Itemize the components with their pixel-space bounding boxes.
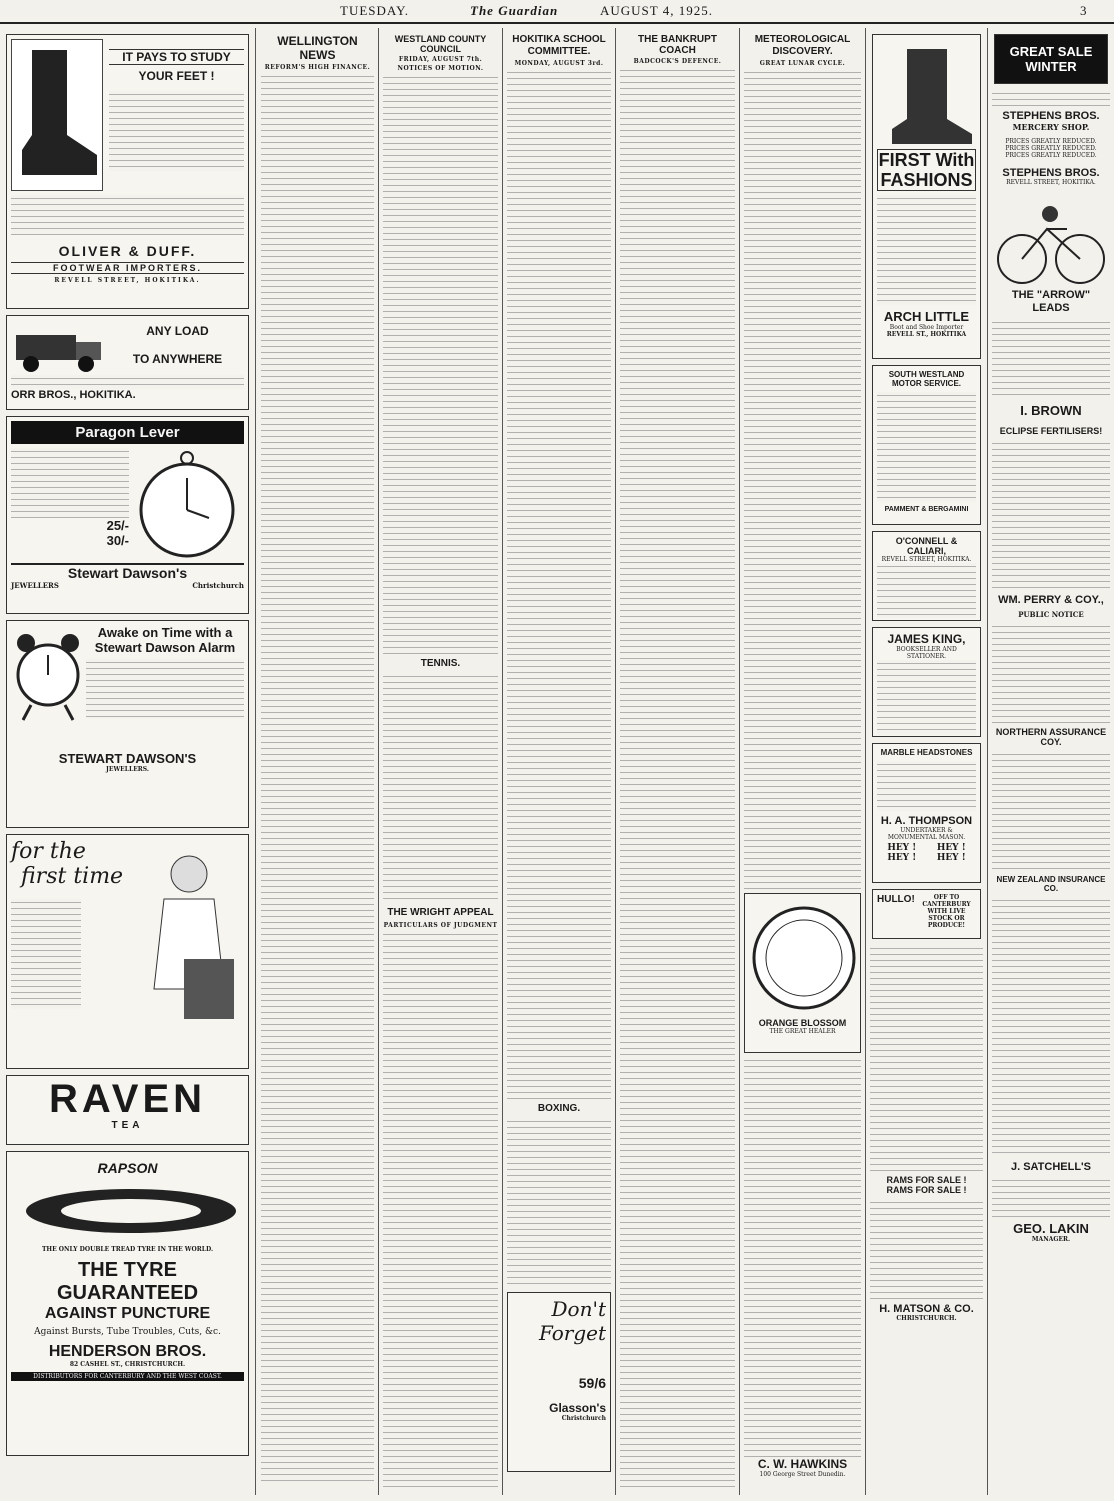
masthead-title: The Guardian	[470, 3, 559, 18]
ads-column-right-outer	[988, 28, 1114, 1495]
article-subheading: REFORM'S HIGH FINANCE.	[264, 64, 371, 71]
article-heading: WESTLAND COUNTY COUNCIL	[394, 34, 487, 54]
hey-text: HEY !	[936, 853, 966, 863]
matson-firm: H. MATSON & CO.	[879, 1303, 974, 1315]
motor-title: SOUTH WESTLAND MOTOR SERVICE.	[888, 370, 965, 388]
firm-trade: FOOTWEAR IMPORTERS.	[11, 262, 244, 274]
blossom-medallion-icon	[749, 898, 856, 1018]
tyre-line2: GUARANTEED	[56, 1282, 199, 1304]
raven-sub: TEA	[111, 1120, 144, 1131]
rams-title: RAMS FOR SALE !	[886, 1185, 967, 1195]
mercery-title: MERCERY SHOP.	[1012, 122, 1090, 132]
henderson-firm: HENDERSON BROS.	[48, 1343, 207, 1360]
satchell-firm: J. SATCHELL'S	[1010, 1161, 1092, 1173]
appeal-subheading: PARTICULARS OF JUDGMENT	[383, 922, 498, 929]
brown-firm: I. BROWN	[1020, 403, 1082, 418]
rapson-brand: RAPSON	[97, 1160, 158, 1176]
thompson-firm: H. A. THOMPSON	[880, 815, 973, 827]
ad-arch-little	[872, 34, 981, 359]
prices-text: PRICES GREATLY REDUCED.	[1005, 152, 1097, 159]
load-title1: ANY LOAD	[146, 324, 209, 338]
raven-title1: for the	[11, 839, 86, 864]
sale-title: GREAT SALE WINTER	[1009, 44, 1093, 74]
ads-column-left	[0, 28, 256, 1495]
forget-text: Forget	[538, 1321, 606, 1345]
firm-address: REVELL STREET, HOKITIKA.	[54, 277, 201, 284]
article-heading: WELLINGTON NEWS	[277, 34, 358, 62]
canterbury-text: OFF TO CANTERBURY WITH LIVE STOCK OR PRODUCE!	[922, 894, 971, 929]
price-25: 25/-	[106, 518, 129, 533]
stephens-title-2: STEPHENS BROS.	[1002, 167, 1100, 179]
tyre-line4: Against Bursts, Tube Troubles, Cuts, &c.	[34, 1327, 221, 1337]
ad-oconnell-caliari	[872, 531, 981, 621]
appeal-heading: THE WRIGHT APPEAL	[387, 907, 494, 918]
truck-illustration-icon	[11, 320, 111, 375]
raven-brand: RAVEN	[48, 1077, 207, 1121]
ad-title-line2: YOUR FEET !	[138, 69, 215, 83]
ad-orange-blossom	[744, 893, 861, 1053]
tyre-line3: AGAINST PUNCTURE	[44, 1305, 211, 1322]
article-meteorological	[740, 28, 866, 1495]
price-30: 30/-	[106, 533, 129, 548]
arrow-title: THE "ARROW" LEADS	[1011, 289, 1091, 314]
lakin-firm: GEO. LAKIN	[1013, 1221, 1089, 1236]
hey-text: HEY !	[936, 843, 966, 853]
motor-firm: PAMMENT & BERGAMINI	[884, 506, 969, 513]
ocon-address: REVELL STREET, HOKITIKA.	[881, 556, 972, 563]
stephens-address: REVELL STREET, HOKITIKA.	[1006, 179, 1096, 186]
article-hokitika-school	[503, 28, 616, 1495]
ad-marble-headstones	[872, 743, 981, 883]
tennis-heading: TENNIS.	[420, 658, 461, 669]
fashions-title: FIRST With FASHIONS	[878, 150, 975, 190]
ad-motor-service	[872, 365, 981, 525]
article-westland-county-council	[379, 28, 503, 1495]
masthead-day: TUESDAY.	[340, 3, 410, 18]
matson-city: CHRISTCHURCH.	[896, 1315, 957, 1322]
ads-column-right-inner	[866, 28, 988, 1495]
king-title: JAMES KING,	[887, 632, 966, 646]
boxing-heading: BOXING.	[537, 1103, 581, 1114]
article-bankrupt-coach	[616, 28, 740, 1495]
ad-james-king	[872, 627, 981, 737]
perry-firm: WM. PERRY & COY.,	[998, 594, 1104, 606]
prices-text: PRICES GREATLY REDUCED.	[1005, 145, 1097, 152]
tyre-illustration-icon	[11, 1176, 244, 1246]
rams-title: RAMS FOR SALE !	[886, 1175, 967, 1185]
ad-glassons	[507, 1292, 611, 1472]
ocon-title: O'CONNELL & CALIARI,	[895, 536, 958, 556]
alarm-sub: JEWELLERS.	[106, 766, 149, 773]
glassons-city: Christchurch	[561, 1415, 606, 1422]
lakin-sub: MANAGER.	[1031, 1236, 1071, 1243]
glassons-firm: Glasson's	[549, 1401, 606, 1415]
ad-raven-tea	[6, 834, 249, 1069]
article-subheading: GREAT LUNAR CYCLE.	[759, 60, 846, 67]
woman-with-tea-illustration-icon	[129, 839, 244, 1029]
arch-little-address: REVELL ST., HOKITIKA	[886, 331, 967, 338]
nzins-title: NEW ZEALAND INSURANCE CO.	[996, 875, 1106, 893]
paragon-title: Paragon Lever	[11, 421, 244, 444]
alarm-firm: STEWART DAWSON'S	[58, 751, 197, 766]
article-heading: THE BANKRUPT COACH	[638, 34, 717, 56]
blossom-title: ORANGE BLOSSOM	[758, 1018, 847, 1028]
hey-grid	[877, 843, 976, 863]
article-date: MONDAY, AUGUST 3rd.	[514, 60, 604, 67]
stewart-dawson-name: Stewart Dawson's	[11, 563, 244, 581]
arch-little-sub: Boot and Shoe Importer	[889, 324, 964, 331]
ad-alarm-clock	[6, 620, 249, 828]
ad-orr-bros	[6, 315, 249, 410]
firm-name: OLIVER & DUFF.	[58, 243, 197, 259]
thompson-sub: UNDERTAKER & MONUMENTAL MASON.	[887, 827, 966, 841]
glassons-price: 59/6	[578, 1375, 606, 1391]
hullo-text: HULLO!	[877, 894, 915, 905]
tyre-line1: THE TYRE	[78, 1259, 177, 1281]
alarm-title: Awake on Time with a Stewart Dawson Alarm	[94, 625, 236, 655]
bicycle-illustration-icon	[992, 194, 1110, 289]
blossom-sub: THE GREAT HEALER	[769, 1028, 836, 1035]
hey-text: HEY !	[887, 853, 917, 863]
article-date: FRIDAY, AUGUST 7th.	[398, 56, 483, 63]
article-subheading: BADCOCK'S DEFENCE.	[633, 58, 722, 65]
ad-winter-sale	[994, 34, 1108, 84]
article-wellington-news	[257, 28, 379, 1495]
orr-firm: ORR BROS., HOKITIKA.	[11, 389, 136, 401]
notice-title: PUBLIC NOTICE	[1018, 610, 1084, 619]
prices-text: PRICES GREATLY REDUCED.	[1005, 138, 1097, 145]
fertiliser-title: ECLIPSE FERTILISERS!	[999, 426, 1103, 436]
dont-text: Don't	[551, 1297, 606, 1321]
hey-text: HEY !	[887, 843, 917, 853]
masthead-page: 3	[1080, 3, 1088, 18]
northern-title: NORTHERN ASSURANCE COY.	[995, 727, 1107, 747]
raven-title2: first time	[21, 864, 124, 889]
article-subheading: NOTICES OF MOTION.	[397, 65, 484, 72]
king-sub: BOOKSELLER AND STATIONER.	[896, 646, 957, 660]
paragon-sub: JEWELLERS	[11, 581, 59, 590]
henderson-address: 82 CASHEL ST., CHRISTCHURCH.	[69, 1361, 186, 1368]
ad-canterbury	[872, 889, 981, 939]
article-heading: METEOROLOGICAL DISCOVERY.	[754, 34, 851, 57]
masthead-date: AUGUST 4, 1925.	[600, 3, 713, 18]
ad-rapson-tyre	[6, 1151, 249, 1456]
ad-oliver-duff	[6, 34, 249, 309]
tyre-footer: DISTRIBUTORS FOR CANTERBURY AND THE WEST COAST.	[11, 1372, 244, 1381]
hawkins-address: 100 George Street Dunedin.	[759, 1471, 846, 1478]
pocket-watch-icon	[129, 448, 244, 563]
masthead	[0, 0, 1114, 24]
hawkins-firm: C. W. HAWKINS	[757, 1457, 848, 1471]
paragon-city: Christchurch	[192, 581, 244, 590]
arch-little-firm: ARCH LITTLE	[883, 309, 970, 324]
boot-illustration-icon	[11, 39, 103, 191]
rapson-tagline: THE ONLY DOUBLE TREAD TYRE IN THE WORLD.	[41, 1246, 214, 1253]
marble-title: MARBLE HEADSTONES	[880, 748, 973, 757]
ad-paragon-lever	[6, 416, 249, 614]
load-title2: TO ANYWHERE	[132, 352, 223, 366]
article-heading: HOKITIKA SCHOOL COMMITTEE.	[512, 34, 606, 57]
ad-title-line1: IT PAYS TO STUDY	[109, 49, 244, 65]
stephens-title: STEPHENS BROS.	[1002, 110, 1100, 122]
alarm-clock-icon	[11, 625, 86, 745]
ad-raven-brand	[6, 1075, 249, 1145]
boot-figure-illustration-icon	[877, 39, 976, 149]
